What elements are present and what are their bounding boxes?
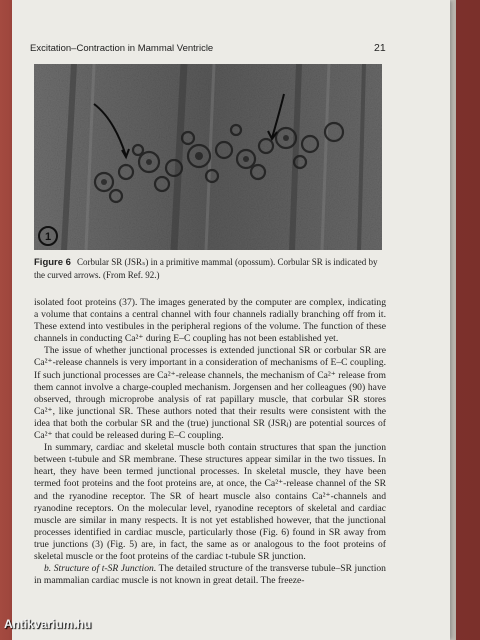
running-title: Excitation–Contraction in Mammal Ventricle [30, 43, 214, 54]
figure-caption-text: Corbular SR (JSRₛ) in a primitive mammal (opossum). Corbular SR is indicated by the curved arrows. (From Ref. 92.) [34, 257, 378, 280]
figure-number: Figure 6 [34, 257, 71, 268]
paragraph-1: isolated foot proteins (37). The images generated by the computer are complex, indicating a volume that contains a central channel with four channels radially branching off from it. These extend into vestibules in the peripheral regions of the volume. The function of these channels in conducting Ca²⁺ during E–C coupling has not been established yet. [34, 297, 386, 345]
paragraph-4 [34, 563, 386, 587]
page-edge [450, 0, 456, 640]
body-text [34, 297, 386, 587]
watermark: Antikvarium.hu [4, 617, 92, 631]
panel-label: 1 [44, 231, 52, 243]
subsection-text: The detailed structure of the transverse tubule–SR junction in mammalian cardiac muscle is not known in great detail. The freeze- [34, 563, 386, 587]
subsection-heading: b. Structure of t-SR Junction. [44, 563, 157, 575]
book-page [12, 0, 450, 640]
figure-caption [34, 256, 389, 281]
page-number: 21 [374, 42, 386, 54]
paragraph-3: In summary, cardiac and skeletal muscle both contain structures that span the junction between t-tubule and SR membrane. These structures appear similar in the two tissues. In heart, they have been termed junctional processes. In skeletal muscle, they have been termed foot proteins and the foot proteins are, at once, the Ca²⁺-release channel of the SR and the ryanodine receptor. The SR of heart muscle also contains Ca²⁺-channels and ryanodine receptors. On the molecular level, ryanodine receptors of skeletal and cardiac muscle are similar in many respects. It is not yet established however, that the junctional processes identified in cardiac muscle, particularly those (Fig. 6) found in SR away from true junctions (3) (Fig. 5) are, in fact, the same as or analogous to the foot proteins of skeletal muscle or the foot proteins of the cardiac t-tubule SR junction. [34, 442, 386, 562]
micrograph-figure [34, 64, 382, 250]
paragraph-2: The issue of whether junctional processes is extended junctional SR or corbular SR are Ca²⁺-release channels is very important in a consideration of mechanisms of E–C coupling. If such junctional processes are Ca²⁺-release channels, the mechanism of Ca²⁺ release from them cannot involve a charge-coupled mechanism. Jorgensen and her colleagues (90) have observed, through microprobe analysis of rat papillary muscle, that corbular SR stores Ca²⁺, like junctional SR. These authors noted that their results were consistent with the idea that both the corbular SR and the (true) junctional SR (JSRⱼ) are potential sources of Ca²⁺ that could be released during E–C coupling. [34, 345, 386, 442]
micrograph-image [34, 64, 382, 250]
